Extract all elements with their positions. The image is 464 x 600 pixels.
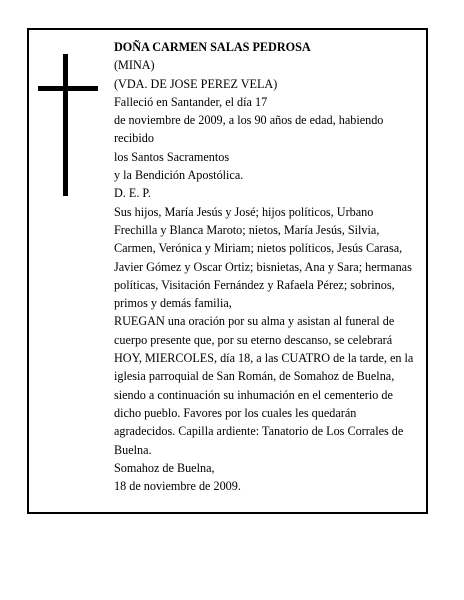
widow-of-line: (VDA. DE JOSE PEREZ VELA) [114,76,278,91]
death-line-4: los Santos Sacramentos [114,149,230,164]
family-paragraph: Sus hijos, María Jesús y José; hijos políticos, Urbano Frechilla y Blanca Maroto; nietos, María Jesús, Silvia, Carmen, Verónica y Miriam; nietos políticos, Jesús Carasa, Javier Gómez y Oscar Ortiz; bisnietas, Ana y Sara; hermanas políticas, Visitación Fernández y Rafaela Pérez; sobrinos, primos y demás familia, [114,204,412,311]
request-paragraph [114,312,419,458]
obituary-text [114,38,419,495]
date-line: 18 de noviembre de 2009. [114,479,241,494]
deceased-nickname: (MINA) [114,58,155,73]
request-text: una oración por su alma y asistan al funeral de cuerpo presente que, por su eterno descanso, se celebrará HOY, MIERCOLES, día 18, a las CUATRO de la tarde, en la iglesia parroquial de San Román, de Somahoz de Buelna, siendo a continuación su inhumación en el cementerio de dicho pueblo. Favores por los cuales les quedarán agradecidos. Capilla ardiente: Tanatorio de Los Corrales de Buelna. [114,314,414,457]
cross-vertical-bar [63,54,68,196]
request-lead: RUEGAN [114,314,165,329]
death-line-1: Falleció en Santander, el día 17 [114,94,268,109]
death-line-3: recibido [114,131,154,146]
rip-line: D. E. P. [114,186,151,201]
death-line-5: y la Bendición Apostólica. [114,168,244,183]
death-line-2: de noviembre de 2009, a los 90 años de edad, habiendo [114,113,384,128]
deceased-name: DOÑA CARMEN SALAS PEDROSA [114,40,311,54]
place-line: Somahoz de Buelna, [114,460,215,475]
cross-horizontal-bar [38,86,98,91]
cross-icon [38,54,98,196]
